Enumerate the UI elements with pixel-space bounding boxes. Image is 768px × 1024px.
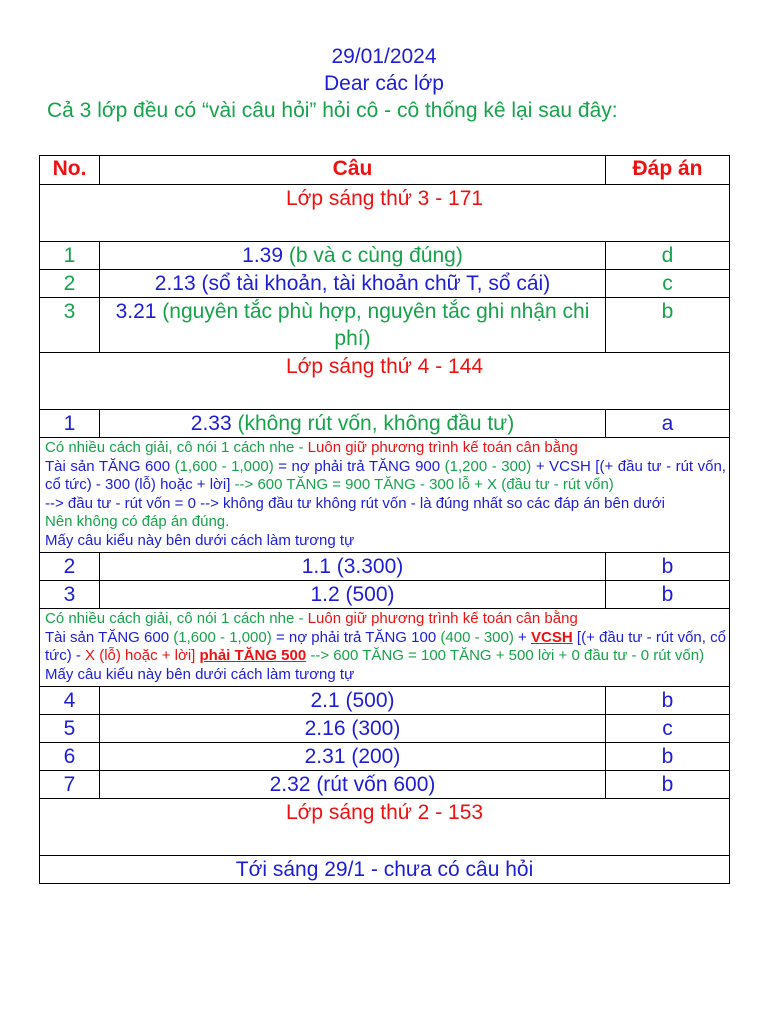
note-text: = nợ phải trả TĂNG 900 xyxy=(273,457,445,475)
table-header-row xyxy=(40,156,730,185)
row-number: 5 xyxy=(40,715,100,743)
intro-text: Cả 3 lớp đều có “vài câu hỏi” hỏi cô - cô thống kê lại sau đây: xyxy=(47,99,618,122)
note-highlight: Luôn giữ phương trình kế toán cân bằng xyxy=(307,610,578,627)
note-text: Có nhiều cách giải, cô nói 1 cách nhe - xyxy=(45,610,308,627)
row-number: 1 xyxy=(40,242,100,270)
section-footer: Tới sáng 29/1 - chưa có câu hỏi xyxy=(40,856,730,884)
question-desc: (không rút vốn, không đầu tư) xyxy=(231,412,515,435)
note-text: Mấy câu kiểu này bên dưới cách làm tương tự xyxy=(45,531,355,549)
note-text: Tài sản TĂNG 600 xyxy=(45,457,175,475)
answer-cell: a xyxy=(606,410,730,438)
note-text: Nên không có đáp án đúng. xyxy=(45,513,230,530)
note-text: Tài sản TĂNG 600 xyxy=(45,628,174,646)
row-number: 7 xyxy=(40,771,100,799)
note-text: + VCSH [(+ đầu tư - rút vốn, cổ tức) - 300 (lỗ) hoặc + lời] xyxy=(45,457,726,493)
note-text: (1,200 - 300) xyxy=(444,457,532,475)
note-row xyxy=(40,609,730,687)
question-table xyxy=(39,155,730,884)
table-row xyxy=(40,410,730,438)
greeting: Dear các lớp xyxy=(324,72,444,95)
note-text: (400 - 300) xyxy=(440,628,514,646)
question-desc: (200) xyxy=(345,745,401,768)
note-text: (1,600 - 1,000) xyxy=(173,628,272,646)
question-code: 2.32 xyxy=(269,773,311,796)
footer-row xyxy=(40,856,730,884)
question-cell xyxy=(100,298,606,353)
question-cell xyxy=(100,771,606,799)
question-desc: (3.300) xyxy=(330,555,404,578)
question-code: 2.1 xyxy=(310,689,340,712)
answer-cell: b xyxy=(606,298,730,353)
header-answer: Đáp án xyxy=(606,156,730,185)
note-text: --> 600 TĂNG = 100 TĂNG + 500 lời + 0 đầu tư - 0 rút vốn) xyxy=(306,647,705,664)
explanation-note xyxy=(40,438,730,553)
answer-cell: b xyxy=(606,743,730,771)
row-number: 4 xyxy=(40,687,100,715)
row-number: 3 xyxy=(40,581,100,609)
table-row xyxy=(40,771,730,799)
question-desc: (sổ tài khoản, tài khoản chữ T, sổ cái) xyxy=(195,272,551,295)
note-highlight: Luôn giữ phương trình kế toán cân bằng xyxy=(307,439,578,456)
question-desc: (nguyên tắc phù hợp, nguyên tắc ghi nhận chi phí) xyxy=(156,300,590,350)
question-cell xyxy=(100,410,606,438)
question-code: 1.1 xyxy=(301,555,331,578)
note-highlight: VCSH xyxy=(531,628,573,646)
answer-cell: b xyxy=(606,581,730,609)
answer-cell: c xyxy=(606,715,730,743)
note-text: [(+ đầu tư - rút vốn, cổ tức) - xyxy=(45,628,726,664)
note-highlight: phải TĂNG 500 xyxy=(199,647,307,664)
table-row xyxy=(40,715,730,743)
header-no: No. xyxy=(40,156,100,185)
note-row xyxy=(40,438,730,553)
answer-cell: d xyxy=(606,242,730,270)
note-text: = nợ phải trả TĂNG 100 xyxy=(271,628,441,646)
note-text: --> đầu tư - rút vốn = 0 --> không đầu tư không rút vốn - là đúng nhất so các đáp án bên dưới xyxy=(45,494,665,512)
question-desc: (b và c cùng đúng) xyxy=(283,244,463,267)
header-question: Câu xyxy=(100,156,606,185)
question-cell xyxy=(100,242,606,270)
row-number: 1 xyxy=(40,410,100,438)
question-code: 1.2 xyxy=(310,583,340,606)
date: 29/01/2024 xyxy=(331,45,437,68)
answer-cell: b xyxy=(606,687,730,715)
note-text: + xyxy=(513,628,532,646)
question-desc: (rút vốn 600) xyxy=(310,773,436,796)
question-code: 1.39 xyxy=(242,244,284,267)
question-code: 2.31 xyxy=(304,745,346,768)
row-number: 2 xyxy=(40,270,100,298)
table-row xyxy=(40,553,730,581)
question-cell xyxy=(100,743,606,771)
row-number: 3 xyxy=(40,298,100,353)
question-code: 3.21 xyxy=(115,300,157,323)
note-text: X (lỗ) hoặc + lời] xyxy=(85,647,196,664)
question-cell xyxy=(100,715,606,743)
question-cell xyxy=(100,687,606,715)
document-header xyxy=(47,43,721,124)
section-row xyxy=(40,799,730,856)
row-number: 2 xyxy=(40,553,100,581)
table-row xyxy=(40,743,730,771)
note-text: (1,600 - 1,000) xyxy=(174,457,274,475)
question-desc: (500) xyxy=(339,583,395,606)
note-text: Mấy câu kiểu này bên dưới cách làm tương tự xyxy=(45,665,355,683)
section-title: Lớp sáng thứ 3 - 171 xyxy=(40,185,730,242)
question-cell xyxy=(100,553,606,581)
table-row xyxy=(40,242,730,270)
answer-cell: b xyxy=(606,553,730,581)
note-text: Có nhiều cách giải, cô nói 1 cách nhe - xyxy=(45,439,308,456)
note-text: --> 600 TĂNG = 900 TĂNG - 300 lỗ + X (đầu tư - rút vốn) xyxy=(230,476,614,493)
question-code: 2.33 xyxy=(190,412,232,435)
answer-cell: b xyxy=(606,771,730,799)
question-cell xyxy=(100,581,606,609)
table-row xyxy=(40,581,730,609)
question-code: 2.13 xyxy=(154,272,196,295)
table-row xyxy=(40,270,730,298)
table-row xyxy=(40,687,730,715)
question-desc: (300) xyxy=(345,717,401,740)
section-row xyxy=(40,185,730,242)
table-row xyxy=(40,298,730,353)
question-desc: (500) xyxy=(339,689,395,712)
answer-cell: c xyxy=(606,270,730,298)
section-row xyxy=(40,353,730,410)
question-cell xyxy=(100,270,606,298)
row-number: 6 xyxy=(40,743,100,771)
section-title: Lớp sáng thứ 4 - 144 xyxy=(40,353,730,410)
section-title: Lớp sáng thứ 2 - 153 xyxy=(40,799,730,856)
question-code: 2.16 xyxy=(304,717,346,740)
explanation-note xyxy=(40,609,730,687)
